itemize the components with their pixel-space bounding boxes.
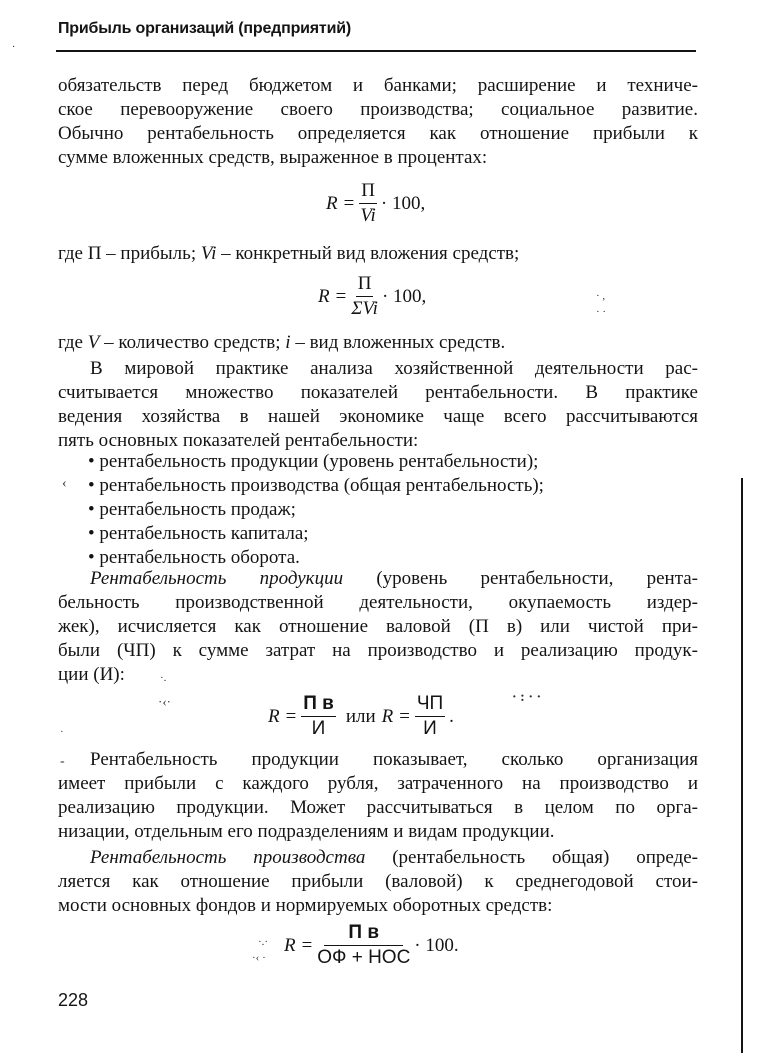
formula-tail: . xyxy=(449,705,454,727)
text-line: были (ЧП) к сумме затрат на производство и реализацию продук- xyxy=(58,640,698,661)
legend-middle: – количество средств; xyxy=(99,332,286,353)
formula-tail: · 100. xyxy=(414,934,459,956)
list-item: • рентабельность капитала; xyxy=(88,523,309,544)
legend-variable: V xyxy=(87,332,100,353)
legend-suffix: – вид вложенных средств. xyxy=(290,332,506,353)
text-line xyxy=(58,331,698,355)
legend-prefix: где П – прибыль; xyxy=(58,243,201,264)
margin-speck: - xyxy=(60,754,65,769)
text-line: жек), исчисляется как отношение валовой (П в) или чистой при- xyxy=(58,616,698,637)
paragraph-product-profitability xyxy=(58,567,698,687)
text-line: Обычно рентабельность определяется как отношение прибыли к xyxy=(58,123,698,144)
bullet-list xyxy=(58,450,698,570)
margin-speck: ·‹· xyxy=(158,694,171,709)
list-item: • рентабельность производства (общая рентабельность); xyxy=(88,475,544,496)
formula-fraction xyxy=(301,693,336,740)
fraction-numerator: П xyxy=(359,180,377,204)
formula-profitability-sum xyxy=(318,273,426,320)
fraction-denominator: И xyxy=(423,718,437,739)
fraction-denominator: И xyxy=(311,718,326,739)
margin-speck: ·.· xyxy=(258,936,269,948)
formula-lhs: R = xyxy=(381,705,411,727)
formula-fraction xyxy=(351,273,378,320)
formula-fraction xyxy=(359,180,377,227)
margin-speck: ·‹ · xyxy=(252,952,266,964)
legend-prefix: где xyxy=(58,332,88,353)
formula-product-profitability xyxy=(268,693,454,740)
text-line xyxy=(58,242,698,266)
text-line: сумме вложенных средств, выраженное в процентах: xyxy=(58,147,488,168)
paragraph-production-profitability xyxy=(58,846,698,918)
text-line: Рентабельность продукции показывает, сколько организация xyxy=(90,749,698,770)
term-italic: Рентабельность продукции xyxy=(90,568,344,589)
fraction-denominator: Vi xyxy=(360,205,376,226)
legend-suffix: – конкретный вид вложения средств; xyxy=(216,243,520,264)
page-number: 228 xyxy=(58,990,89,1010)
fraction-numerator: П в xyxy=(324,922,403,946)
legend-variable: Vi xyxy=(200,243,217,264)
fraction-numerator: П в xyxy=(301,693,336,717)
legend-variable: i xyxy=(285,332,291,353)
margin-speck: · xyxy=(60,726,64,738)
text-run: (уровень рентабельности, рента- xyxy=(343,568,698,589)
formula-fraction xyxy=(317,922,410,969)
margin-speck: ·. xyxy=(160,672,167,684)
text-line: пять основных показателей рентабельности: xyxy=(58,430,419,451)
formula-connector: или xyxy=(345,705,376,727)
paragraph-practice xyxy=(58,357,698,453)
text-line: ции (И): xyxy=(58,664,125,685)
list-item: • рентабельность продукции (уровень рентабельности); xyxy=(88,451,539,472)
text-line xyxy=(58,567,698,591)
paragraph-intro xyxy=(58,74,698,170)
fraction-numerator: ЧП xyxy=(415,693,445,717)
fraction-denominator: ОФ + НОС xyxy=(317,947,411,968)
formula-production-profitability xyxy=(284,922,459,969)
margin-speck: ‹ xyxy=(62,476,67,491)
formula-legend-1 xyxy=(58,242,698,266)
formula-tail: · 100, xyxy=(380,192,426,214)
text-line: бельность производственной деятельности, окупаемость издер- xyxy=(58,592,698,613)
text-line: имеет прибыли с каждого рубля, затраченного на производство и xyxy=(58,773,698,794)
formula-fraction xyxy=(415,693,445,740)
text-line: ляется как отношение прибыли (валовой) к среднегодовой стои- xyxy=(58,871,698,892)
fraction-numerator: П xyxy=(356,273,374,297)
scan-edge-line xyxy=(741,478,743,1053)
paragraph-product-profitability-meaning xyxy=(58,748,698,844)
text-line xyxy=(58,846,698,870)
text-line: реализацию продукции. Может рассчитываться в целом по орга- xyxy=(58,797,698,818)
text-line: В мировой практике анализа хозяйственной деятельности рас- xyxy=(90,358,698,379)
text-run: (рентабельность общая) опреде- xyxy=(365,847,699,868)
header-rule xyxy=(56,50,696,52)
text-line: считывается множество показателей рентабельности. В практике xyxy=(58,382,698,403)
margin-speck: · , xyxy=(596,290,606,302)
formula-lhs: R = xyxy=(326,192,356,214)
text-line: обязательств перед бюджетом и банками; расширение и техниче- xyxy=(58,75,698,96)
list-item: • рентабельность продаж; xyxy=(88,499,296,520)
formula-lhs: R = xyxy=(318,285,348,307)
running-head: Прибыль организаций (предприятий) xyxy=(58,20,351,37)
text-line: мости основных фондов и нормируемых оборотных средств: xyxy=(58,895,553,916)
formula-profitability-basic xyxy=(326,180,425,227)
margin-speck: · : · · xyxy=(512,690,542,705)
text-line: низации, отдельным его подразделениям и видам продукции. xyxy=(58,821,555,842)
formula-lhs: R = xyxy=(268,705,298,727)
formula-legend-2 xyxy=(58,331,698,355)
list-item: • рентабельность оборота. xyxy=(88,547,300,568)
fraction-denominator: ΣVi xyxy=(351,298,378,319)
text-line: ведения хозяйства в нашей экономике чаще всего рассчитываются xyxy=(58,406,698,427)
term-italic: Рентабельность производства xyxy=(90,847,366,868)
text-line: ское перевооружение своего производства; социальное развитие. xyxy=(58,99,698,120)
formula-lhs: R = xyxy=(284,934,314,956)
formula-tail: · 100, xyxy=(381,285,427,307)
margin-speck: · xyxy=(12,42,16,53)
margin-speck: · · xyxy=(596,306,607,318)
